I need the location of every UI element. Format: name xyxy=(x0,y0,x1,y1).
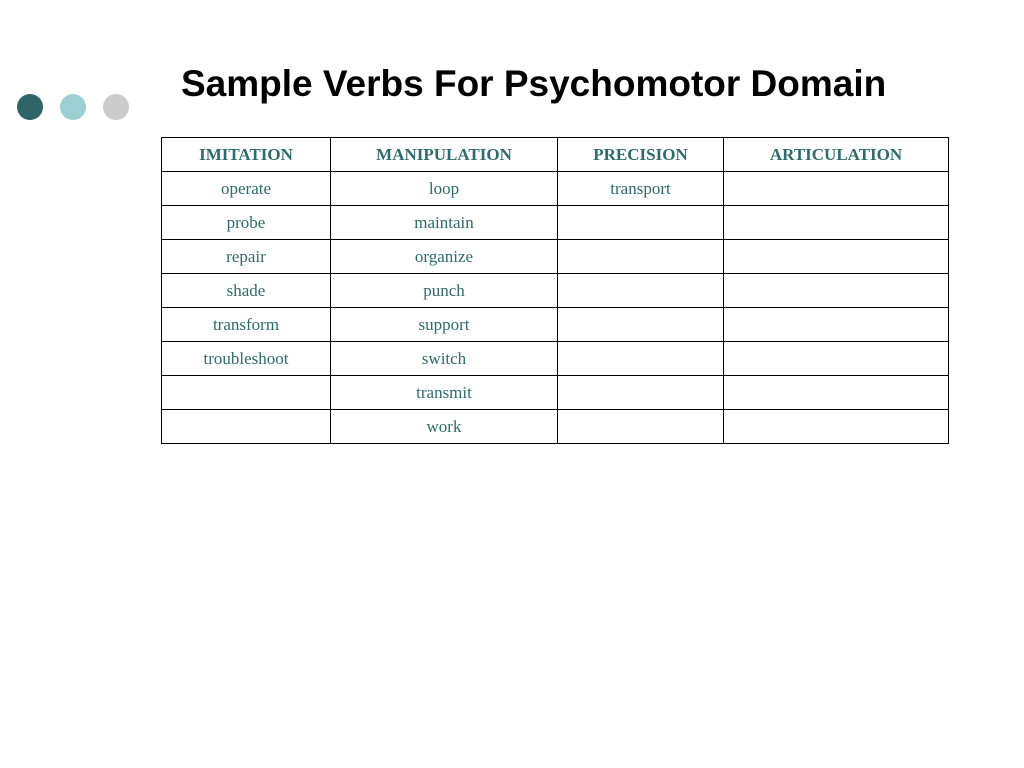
table-cell-articulation xyxy=(724,206,949,240)
slide-title: Sample Verbs For Psychomotor Domain xyxy=(181,63,887,104)
table-row xyxy=(162,206,949,240)
table-row xyxy=(162,172,949,206)
table-cell-articulation xyxy=(724,172,949,206)
table-row xyxy=(162,274,949,308)
header-precision: PRECISION xyxy=(558,138,724,172)
table-cell-imitation: shade xyxy=(162,274,331,308)
table-header-row xyxy=(162,138,949,172)
verbs-table xyxy=(161,137,949,444)
table-cell-precision: transport xyxy=(558,172,724,206)
table-cell-manipulation: loop xyxy=(331,172,558,206)
table-row xyxy=(162,308,949,342)
table-cell-precision xyxy=(558,410,724,444)
table-cell-manipulation: maintain xyxy=(331,206,558,240)
table-row xyxy=(162,240,949,274)
table-row xyxy=(162,342,949,376)
table-cell-manipulation: punch xyxy=(331,274,558,308)
table-cell-precision xyxy=(558,240,724,274)
table-cell-manipulation: switch xyxy=(331,342,558,376)
table-cell-manipulation: support xyxy=(331,308,558,342)
table-cell-manipulation: transmit xyxy=(331,376,558,410)
table-cell-precision xyxy=(558,376,724,410)
header-imitation: IMITATION xyxy=(162,138,331,172)
dot-dark-teal xyxy=(17,94,43,120)
table-cell-articulation xyxy=(724,274,949,308)
table-cell-imitation: repair xyxy=(162,240,331,274)
dot-light-gray xyxy=(103,94,129,120)
table-cell-imitation: troubleshoot xyxy=(162,342,331,376)
table-cell-imitation: operate xyxy=(162,172,331,206)
table-cell-articulation xyxy=(724,308,949,342)
table-cell-manipulation: work xyxy=(331,410,558,444)
table-body xyxy=(162,172,949,444)
header-articulation: ARTICULATION xyxy=(724,138,949,172)
table-cell-precision xyxy=(558,206,724,240)
decorative-dots xyxy=(17,94,129,120)
table-cell-precision xyxy=(558,274,724,308)
table-cell-articulation xyxy=(724,342,949,376)
table-cell-precision xyxy=(558,308,724,342)
table-cell-articulation xyxy=(724,376,949,410)
table-cell-imitation xyxy=(162,376,331,410)
table-cell-imitation: transform xyxy=(162,308,331,342)
table-cell-articulation xyxy=(724,410,949,444)
table-cell-precision xyxy=(558,342,724,376)
table-cell-imitation: probe xyxy=(162,206,331,240)
dot-light-teal xyxy=(60,94,86,120)
table-cell-articulation xyxy=(724,240,949,274)
table-row xyxy=(162,376,949,410)
table-cell-manipulation: organize xyxy=(331,240,558,274)
table-row xyxy=(162,410,949,444)
header-manipulation: MANIPULATION xyxy=(331,138,558,172)
table-cell-imitation xyxy=(162,410,331,444)
